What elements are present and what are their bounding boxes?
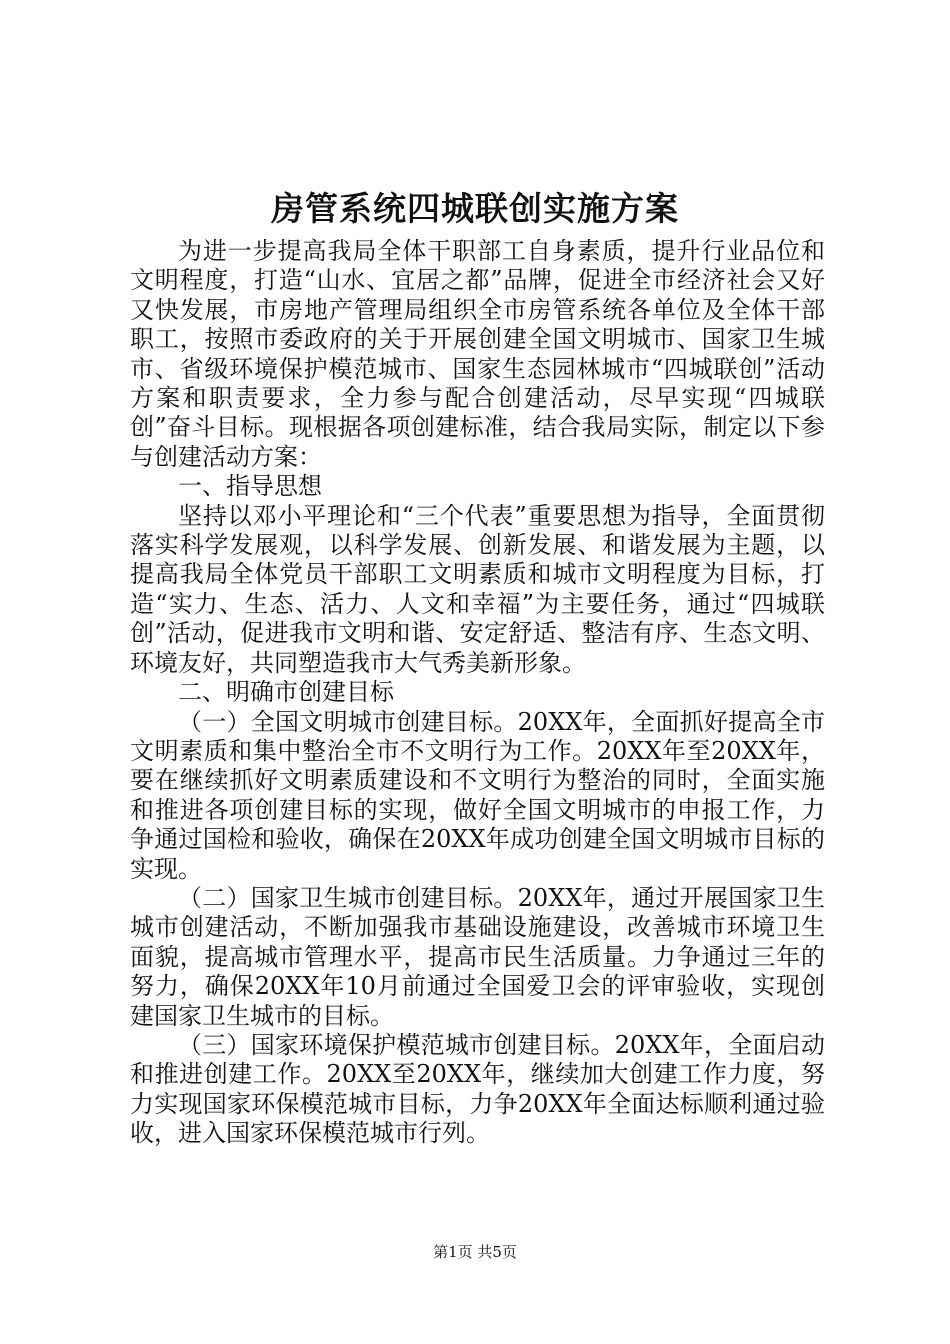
goal-sanitary-city-paragraph: （二）国家卫生城市创建目标。20XX年，通过开展国家卫生城市创建活动，不断加强我市基础设施建设，改善城市环境卫生面貌，提高城市管理水平，提高市民生活质量。力争通过三年的努力，确保20XX年10月前通过全国爱卫会的评审验收，实现创建国家卫生城市的目标。 [130,883,825,1030]
document-body [130,237,825,1149]
intro-paragraph: 为进一步提高我局全体干职部工自身素质，提升行业品位和文明程度，打造“山水、宜居之都”品牌，促进全市经济社会又好又快发展，市房地产管理局组织全市房管系统各单位及全体干部职工，按照市委政府的关于开展创建全国文明城市、国家卫生城市、省级环境保护模范城市、国家生态园林城市“四城联创”活动方案和职责要求，全力参与配合创建活动，尽早实现“四城联创”奋斗目标。现根据各项创建标准，结合我局实际，制定以下参与创建活动方案： [130,237,825,471]
guiding-thought-paragraph: 坚持以邓小平理论和“三个代表”重要思想为指导，全面贯彻落实科学发展观，以科学发展、创新发展、和谐发展为主题，以提高我局全体党员干部职工文明素质和城市文明程度为目标，打造“实力、生态、活力、人文和幸福”为主要任务，通过“四城联创”活动，促进我市文明和谐、安定舒适、整洁有序、生态文明、环境友好，共同塑造我市大气秀美新形象。 [130,501,825,677]
goal-civilized-city-paragraph: （一）全国文明城市创建目标。20XX年，全面抓好提高全市文明素质和集中整治全市不文明行为工作。20XX年至20XX年，要在继续抓好文明素质建设和不文明行为整治的同时，全面实施和推进各项创建目标的实现，做好全国文明城市的申报工作，力争通过国检和验收，确保在20XX年成功创建全国文明城市目标的实现。 [130,707,825,883]
section-heading-guiding-thought: 一、指导思想 [178,472,322,501]
page-footer: 第1页 共5页 [433,1243,517,1261]
section-heading-city-goals: 二、明确市创建目标 [178,678,394,707]
goal-environmental-city-paragraph: （三）国家环境保护模范城市创建目标。20XX年，全面启动和推进创建工作。20XX至20XX年，继续加大创建工作力度，努力实现国家环保模范城市目标，力争20XX年全面达标顺利通过验收，进入国家环保模范城市行列。 [130,1030,825,1148]
document-title: 房管系统四城联创实施方案 [271,189,679,228]
